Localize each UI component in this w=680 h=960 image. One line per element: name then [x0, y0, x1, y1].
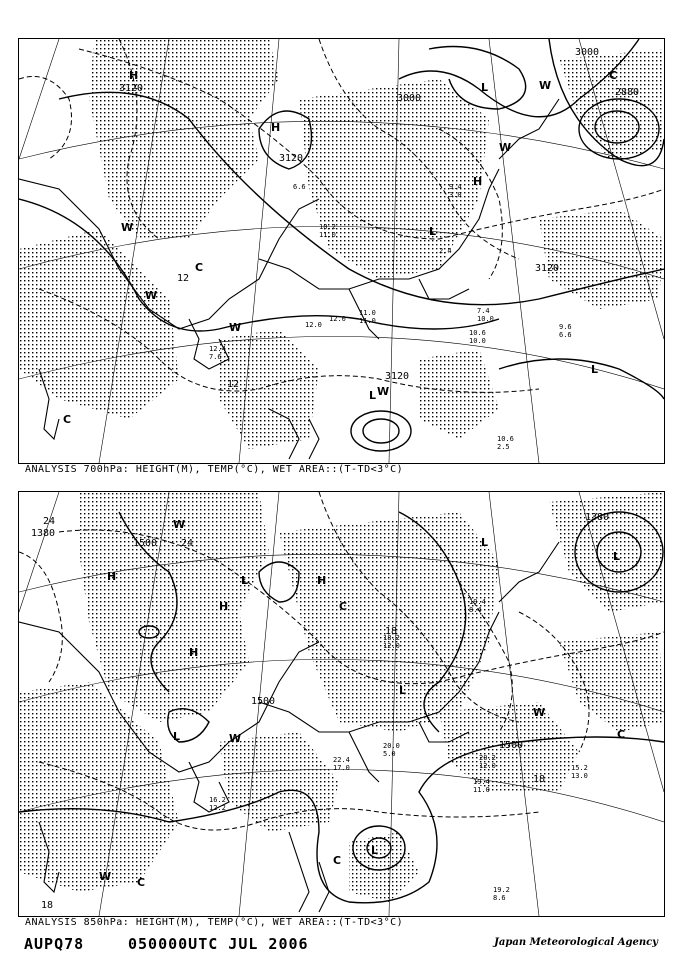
contour-label: 24 — [43, 516, 56, 527]
station-value: 9.6 — [559, 323, 572, 331]
warm-center: W — [533, 706, 546, 719]
contour-label: 1500 — [133, 538, 158, 549]
warm-center: W — [121, 221, 134, 234]
station-value: 2.5 — [497, 443, 510, 451]
station-value: 16.2 — [209, 796, 226, 804]
station-value: 19.4 — [473, 778, 490, 786]
station-value: 22.4 — [333, 756, 350, 764]
contour-label: 3120 — [279, 153, 304, 164]
contour-label: 18 — [41, 900, 54, 911]
low-pressure-center: L — [481, 81, 489, 94]
contour-label: 1380 — [585, 512, 610, 523]
station-value: 2.4 — [439, 247, 452, 255]
station-value: 9.4 — [449, 183, 462, 191]
contour-label: 3000 — [397, 93, 422, 104]
high-pressure-center: H — [473, 175, 483, 188]
warm-center: W — [539, 79, 552, 92]
high-pressure-center: H — [129, 69, 139, 82]
agency-name: Japan Meteorological Agency — [494, 937, 658, 948]
station-value: 10.2 — [319, 223, 336, 231]
cold-center: C — [617, 728, 626, 741]
contour-label: 3120 — [119, 83, 144, 94]
station-value: 20.0 — [383, 742, 400, 750]
cold-center: C — [609, 69, 618, 82]
contour-label: 1500 — [499, 740, 524, 751]
cold-center: C — [137, 876, 146, 889]
station-value: 12.4 — [209, 345, 226, 353]
high-pressure-center: H — [107, 570, 117, 583]
low-pressure-center: L — [369, 389, 377, 402]
station-value: 3.0 — [449, 191, 462, 199]
contour-label: 3120 — [385, 371, 410, 382]
station-value: 20.2 — [479, 754, 496, 762]
map-850hpa-canvas — [19, 492, 664, 916]
warm-center: W — [99, 870, 112, 883]
station-value: 7.4 — [477, 307, 490, 315]
station-value: 6.6 — [293, 183, 306, 191]
low-pressure-center: L — [371, 844, 379, 857]
map-panel-700hpa — [18, 38, 665, 464]
contour-label: 3000 — [575, 47, 600, 58]
station-value: 12.0 — [479, 762, 496, 770]
warm-center: W — [229, 732, 242, 745]
contour-label: 12 — [227, 379, 240, 390]
low-pressure-center: L — [481, 536, 489, 549]
warm-center: W — [229, 321, 242, 334]
warm-center: W — [377, 385, 390, 398]
contour-label: 2880 — [615, 87, 640, 98]
high-pressure-center: H — [317, 574, 327, 587]
station-value: 19.4 — [469, 598, 486, 606]
station-value: 19.2 — [493, 886, 510, 894]
map-700hpa-canvas — [19, 39, 664, 463]
chart-identifier: AUPQ78 — [24, 935, 85, 953]
station-value: 12.0 — [329, 315, 346, 323]
high-pressure-center: H — [219, 600, 229, 613]
station-value: 10.0 — [469, 337, 486, 345]
high-pressure-center: H — [271, 121, 281, 134]
low-pressure-center: L — [429, 225, 437, 238]
station-value: 10.6 — [497, 435, 514, 443]
contour-label: 1500 — [251, 696, 276, 707]
station-value: 12.2 — [209, 804, 226, 812]
contour-label: 18 — [385, 626, 398, 637]
low-pressure-center: L — [241, 574, 249, 587]
station-value: 6.6 — [559, 331, 572, 339]
contour-label: 24 — [181, 538, 194, 549]
map-panel-850hpa — [18, 491, 665, 917]
station-value: 8.6 — [493, 894, 506, 902]
station-value: 8.4 — [469, 606, 482, 614]
cold-center: C — [195, 261, 204, 274]
cold-center: C — [333, 854, 342, 867]
contour-label: 18 — [533, 774, 546, 785]
low-pressure-center: L — [591, 363, 599, 376]
warm-center: W — [499, 141, 512, 154]
high-pressure-center: H — [189, 646, 199, 659]
warm-center: W — [173, 518, 186, 531]
station-value: 12.0 — [305, 321, 322, 329]
panel-caption-850hpa: ANALYSIS 850hPa: HEIGHT(M), TEMP(°C), WET AREA::(T-TD<3°C) — [25, 917, 404, 928]
valid-time: 050000UTC JUL 2006 — [128, 935, 309, 953]
station-value: 13.0 — [571, 772, 588, 780]
contour-label: 3120 — [535, 263, 560, 274]
station-value: 10.0 — [477, 315, 494, 323]
station-value: 12.0 — [383, 642, 400, 650]
station-value: 10.6 — [469, 329, 486, 337]
contour-label: 1380 — [31, 528, 56, 539]
station-value: 11.0 — [473, 786, 490, 794]
station-value: 18.2 — [383, 634, 400, 642]
station-value: 5.0 — [383, 750, 396, 758]
panel-caption-700hpa: ANALYSIS 700hPa: HEIGHT(M), TEMP(°C), WET AREA::(T-TD<3°C) — [25, 464, 404, 475]
low-pressure-center: L — [399, 684, 407, 697]
wet-area-shading — [19, 492, 664, 902]
station-value: 7.6 — [209, 353, 222, 361]
contour-label: 12 — [177, 273, 190, 284]
station-value: 11.0 — [319, 231, 336, 239]
low-pressure-center: L — [173, 730, 181, 743]
warm-center: W — [145, 289, 158, 302]
cold-center: C — [339, 600, 348, 613]
cold-center: C — [63, 413, 72, 426]
station-value: 17.0 — [333, 764, 350, 772]
station-value: 11.0 — [359, 309, 376, 317]
station-value: 11.0 — [359, 317, 376, 325]
station-value: 15.2 — [571, 764, 588, 772]
low-pressure-center: L — [613, 550, 621, 563]
